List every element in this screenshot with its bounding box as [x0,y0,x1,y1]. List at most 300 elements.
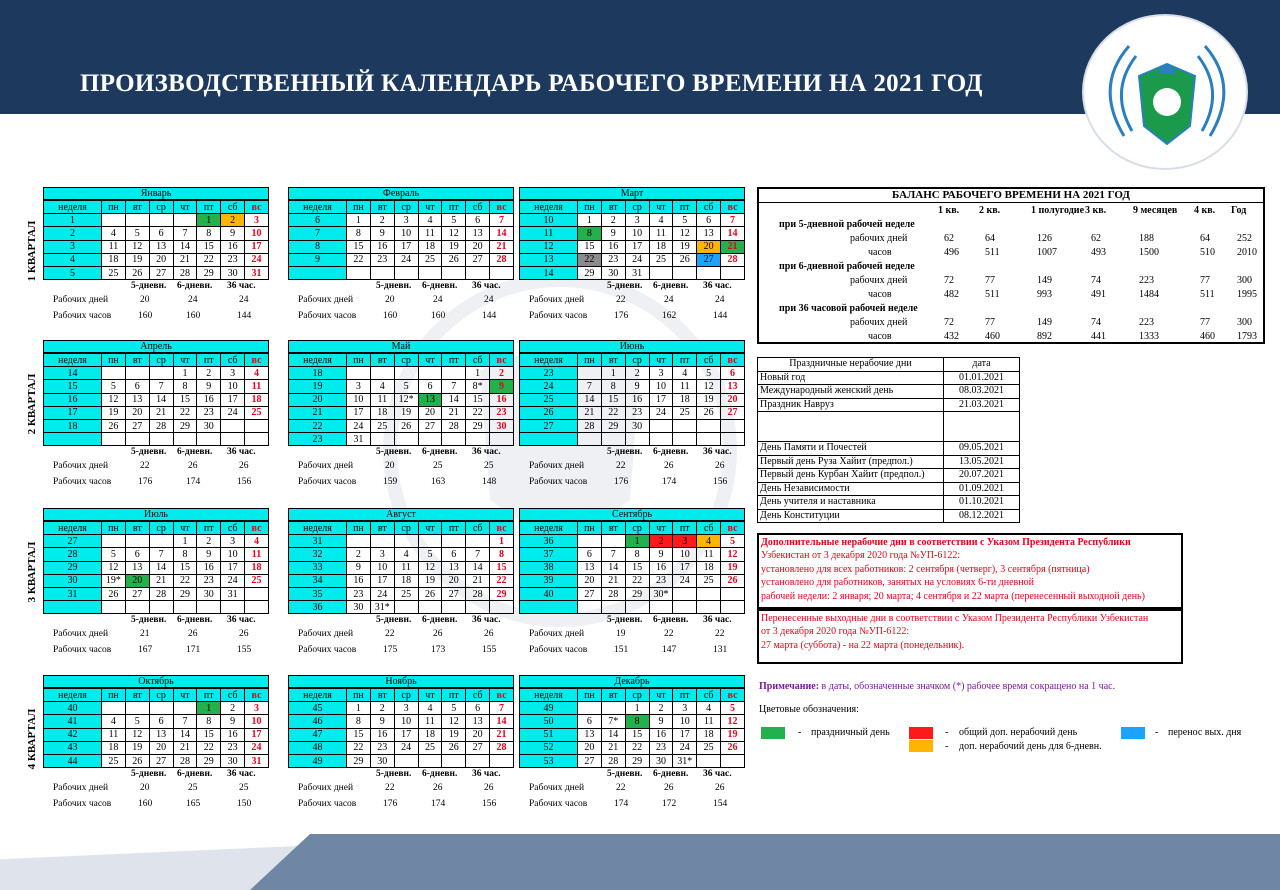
month-grid [288,521,514,614]
week-row [44,393,269,406]
day-cell: 29 [625,754,649,767]
balance-table [757,187,1265,344]
hours-label: Рабочих часов [53,799,112,810]
week-number [44,601,102,614]
day-cell [245,419,269,432]
day-cell [102,367,126,380]
balance-hours-value: 993 [1037,289,1052,300]
day-cell: 21 [578,406,602,419]
day-cell: 28 [601,754,625,767]
day-cell: 22 [578,253,602,266]
balance-hours-value: 510 [1200,247,1215,258]
quarter-label: 3 КВАРТАЛ [26,541,38,603]
day-cell: 26 [721,741,745,754]
day-cell: 16 [649,561,673,574]
column-header: неделя [520,354,578,367]
day-cell: 18 [245,561,269,574]
week-number: 9 [289,253,347,266]
day-cell: 12 [125,240,149,253]
week-number: 24 [520,380,578,393]
day-cell: 7 [149,380,173,393]
day-cell: 2 [197,535,221,548]
day-cell [442,367,466,380]
month-title: Февраль [288,187,514,200]
column-header: неделя [289,201,347,214]
balance-col-header: 3 кв. [1085,205,1107,216]
work-hours-value: 175 [383,645,398,656]
column-header: чт [173,201,197,214]
column-header: ср [149,522,173,535]
days-label: Рабочих дней [529,629,585,640]
day-cell [125,535,149,548]
day-cell: 9 [649,715,673,728]
day-cell: 20 [125,406,149,419]
work-days-value: 20 [140,783,150,794]
week-row [520,702,745,715]
balance-hours-value: 2010 [1237,247,1257,258]
work-hours-value: 174 [614,799,629,810]
balance-days-value: 223 [1139,317,1154,328]
week-row [520,380,745,393]
day-cell: 14 [149,561,173,574]
week-row [289,393,514,406]
week-row [520,253,745,266]
week-number: 33 [289,561,347,574]
day-cell: 16 [347,574,371,587]
day-cell: 20 [149,253,173,266]
work-days-value: 24 [484,295,494,306]
day-cell: 28 [721,253,745,266]
day-cell: 16 [370,240,394,253]
day-cell: 10 [347,393,371,406]
column-header: пн [347,201,371,214]
mode-36: 36 час. [227,447,256,458]
day-cell: 4 [370,380,394,393]
week-number: 31 [44,587,102,600]
day-cell: 12 [442,227,466,240]
column-header: чт [418,354,442,367]
day-cell: 26 [418,587,442,600]
balance-col-header: 2 кв. [979,205,1001,216]
day-cell: 19 [102,406,126,419]
day-cell: 31 [347,433,371,446]
day-cell [149,214,173,227]
day-cell: 8 [578,227,602,240]
balance-hours-value: 1007 [1037,247,1057,258]
day-cell: 28 [578,419,602,432]
mode-36: 36 час. [227,281,256,292]
day-cell [370,367,394,380]
day-cell: 31* [370,601,394,614]
week-number: 51 [520,728,578,741]
day-cell: 29 [347,754,371,767]
balance-days-value: 77 [1200,275,1210,286]
legend-swatch-holiday [761,727,785,739]
column-header: вс [490,201,514,214]
day-cell: 19 [442,728,466,741]
day-cell: 21 [601,741,625,754]
day-cell: 20 [442,574,466,587]
column-header: пн [578,522,602,535]
day-cell: 10 [245,227,269,240]
week-number: 17 [44,406,102,419]
month-grid [288,353,514,446]
day-cell: 21 [466,574,490,587]
balance-days-value: 74 [1091,275,1101,286]
column-header: чт [418,689,442,702]
column-header: сб [697,689,721,702]
day-cell: 13 [721,380,745,393]
legend-extra6-label: доп. нерабочий день для 6-дневн. [959,741,1102,752]
day-cell: 22 [490,574,514,587]
work-days-value: 25 [239,783,249,794]
day-cell: 10 [221,380,245,393]
work-hours-value: 160 [138,799,153,810]
day-cell: 7 [601,548,625,561]
day-cell: 3 [245,214,269,227]
column-header: пн [102,522,126,535]
day-cell: 8 [625,715,649,728]
day-cell [442,535,466,548]
work-hours-value: 155 [237,645,252,656]
day-cell: 12 [102,561,126,574]
week-number: 47 [289,728,347,741]
work-hours-value: 154 [713,799,728,810]
day-cell: 12 [442,715,466,728]
month-5-calendar [288,340,514,490]
mode-5: 5-дневн. [131,769,167,780]
column-header: сб [697,354,721,367]
mode-5: 5-дневн. [376,615,412,626]
column-header: пн [578,201,602,214]
day-cell [102,433,126,446]
day-cell: 30 [221,754,245,767]
day-cell: 8 [173,380,197,393]
balance-days-value: 188 [1139,233,1154,244]
month-2-calendar [288,187,514,324]
week-row [44,561,269,574]
column-header: вт [601,522,625,535]
week-number: 8 [289,240,347,253]
week-number: 42 [44,728,102,741]
mode-36: 36 час. [227,615,256,626]
day-cell: 24 [221,574,245,587]
column-header: чт [649,522,673,535]
balance-hours-value: 1995 [1237,289,1257,300]
day-cell: 17 [649,393,673,406]
day-cell: 30 [649,754,673,767]
day-cell: 1 [625,535,649,548]
day-cell [125,367,149,380]
column-header: неделя [44,354,102,367]
day-cell: 12 [102,393,126,406]
day-cell: 27 [578,754,602,767]
week-row [289,728,514,741]
holiday-name: Первый день Курбан Хайит (предпол.) [758,469,944,483]
hours-label: Рабочих часов [529,477,588,488]
legend-swatch-extra6 [909,740,933,752]
day-cell: 4 [245,535,269,548]
day-cell: 29 [197,266,221,279]
column-header: пт [673,354,697,367]
day-cell: 12 [673,227,697,240]
day-cell: 3 [649,367,673,380]
hours-label: Рабочих часов [298,311,357,322]
day-cell: 18 [418,728,442,741]
column-header: вс [245,689,269,702]
day-cell: 19 [442,240,466,253]
work-hours-value: 176 [138,477,153,488]
balance-days-value: 72 [944,317,954,328]
month-title: Октябрь [43,675,269,688]
holiday-date: 13.05.2021 [944,455,1020,469]
note-line: от 3 декабря 2020 года №УП-6122: [761,626,910,638]
day-cell [649,419,673,432]
column-header: пт [442,522,466,535]
week-row [44,227,269,240]
mode-36: 36 час. [227,769,256,780]
month-grid [519,200,745,280]
day-cell: 4 [649,214,673,227]
day-cell: 17 [625,240,649,253]
work-hours-value: 176 [614,311,629,322]
mode-36: 36 час. [703,769,732,780]
day-cell: 15 [601,393,625,406]
day-cell: 19 [673,240,697,253]
column-header: чт [173,522,197,535]
legend-holiday-label: праздничный день [811,727,890,738]
day-cell: 24 [673,741,697,754]
day-cell: 24 [394,741,418,754]
holiday-date: 20.07.2021 [944,469,1020,483]
day-cell: 18 [418,240,442,253]
day-cell: 2 [221,702,245,715]
balance-days-value: 300 [1237,317,1252,328]
week-row [44,214,269,227]
balance-hours-value: 460 [985,331,1000,342]
legend-swatch-extra [909,727,933,739]
week-row [520,574,745,587]
column-header: вс [490,689,514,702]
work-days-value: 22 [715,629,725,640]
note-line: рабочей недели: 2 января; 20 марта; 4 сентября и 22 марта (перенесенный выходной день) [761,590,1145,602]
mode-36: 36 час. [703,615,732,626]
day-cell: 28 [149,419,173,432]
day-cell: 22 [197,253,221,266]
legend-transfer-label: перенос вых. дня [1168,727,1242,738]
day-cell: 26 [697,406,721,419]
month-grid [519,353,745,446]
month-8-calendar [288,508,514,658]
day-cell: 25 [673,406,697,419]
balance-hours-value: 511 [985,247,1000,258]
work-days-value: 19 [616,629,626,640]
column-header: ср [625,354,649,367]
column-header: сб [221,354,245,367]
week-row [44,419,269,432]
day-cell: 20 [697,240,721,253]
work-hours-value: 176 [614,477,629,488]
day-cell: 5 [721,702,745,715]
legend-dash: - [1155,727,1159,738]
day-cell: 9 [347,561,371,574]
balance-col-header: 1 кв. [938,205,960,216]
column-header: вс [245,522,269,535]
week-row [44,741,269,754]
day-cell [102,535,126,548]
week-number [520,433,578,446]
day-cell: 16 [197,393,221,406]
day-cell: 12 [418,561,442,574]
mode-5: 5-дневн. [607,615,643,626]
mode-6: 6-дневн. [422,769,458,780]
work-hours-value: 131 [713,645,728,656]
day-cell: 14 [173,240,197,253]
balance-days-value: 74 [1091,317,1101,328]
column-header: вс [721,689,745,702]
day-cell [149,535,173,548]
day-cell: 11 [697,715,721,728]
column-header: сб [697,522,721,535]
day-cell: 5 [394,380,418,393]
day-cell: 23 [649,574,673,587]
holidays-table [757,357,1020,523]
column-header: пт [197,201,221,214]
day-cell: 15 [197,728,221,741]
day-cell: 6 [578,715,602,728]
mode-6: 6-дневн. [422,281,458,292]
balance-hours-value: 1793 [1237,331,1257,342]
mode-6: 6-дневн. [177,769,213,780]
day-cell: 22 [625,574,649,587]
week-number: 29 [44,561,102,574]
week-number: 30 [44,574,102,587]
week-row [520,419,745,432]
column-header: сб [466,522,490,535]
week-row [289,367,514,380]
day-cell: 19 [697,393,721,406]
day-cell: 9 [649,548,673,561]
work-days-value: 26 [188,461,198,472]
mode-36: 36 час. [703,447,732,458]
column-header: чт [173,689,197,702]
column-header: ср [394,201,418,214]
day-cell [721,419,745,432]
day-cell: 13 [442,561,466,574]
mode-6: 6-дневн. [653,281,689,292]
hours-label: Рабочих часов [298,799,357,810]
balance-days-value: 77 [985,317,995,328]
day-cell: 26 [125,266,149,279]
day-cell: 3 [221,535,245,548]
day-cell: 12 [721,715,745,728]
day-cell: 10 [673,548,697,561]
month-title: Январь [43,187,269,200]
day-cell: 26 [673,253,697,266]
day-cell: 25 [649,253,673,266]
day-cell: 27 [721,406,745,419]
day-cell: 23 [370,741,394,754]
day-cell: 31 [625,266,649,279]
day-cell: 7 [466,548,490,561]
day-cell: 14 [601,561,625,574]
day-cell: 29 [173,419,197,432]
day-cell: 9 [601,227,625,240]
work-days-value: 24 [715,295,725,306]
day-cell: 20 [125,574,149,587]
day-cell: 11 [394,561,418,574]
day-cell: 3 [673,535,697,548]
mode-6: 6-дневн. [422,447,458,458]
day-cell: 11 [102,728,126,741]
day-cell: 17 [394,728,418,741]
day-cell: 10 [394,715,418,728]
hours-label: Рабочих часов [529,645,588,656]
work-days-value: 25 [484,461,494,472]
day-cell: 27 [125,419,149,432]
week-number: 10 [520,214,578,227]
month-grid [43,353,269,446]
coat-of-arms-emblem [1082,14,1248,170]
column-header: вс [490,354,514,367]
day-cell: 2 [197,367,221,380]
day-cell: 9 [221,227,245,240]
work-days-value: 26 [484,783,494,794]
day-cell: 27 [466,253,490,266]
work-hours-value: 160 [383,311,398,322]
holiday-date: 08.03.2021 [944,385,1020,399]
day-cell: 8 [601,380,625,393]
week-number [289,266,347,279]
day-cell: 16 [625,393,649,406]
day-cell: 18 [394,574,418,587]
day-cell: 5 [125,715,149,728]
day-cell: 18 [102,253,126,266]
day-cell [102,601,126,614]
day-cell: 2 [221,214,245,227]
column-header: вт [370,689,394,702]
day-cell: 25 [370,419,394,432]
day-cell: 1 [173,367,197,380]
day-cell: 13 [125,393,149,406]
day-cell: 27 [466,741,490,754]
day-cell: 17 [245,728,269,741]
day-cell: 13 [125,561,149,574]
day-cell: 20 [418,406,442,419]
day-cell: 29 [578,266,602,279]
month-title: Сентябрь [519,508,745,521]
month-3-calendar [519,187,745,324]
column-header: чт [649,201,673,214]
week-number: 45 [289,702,347,715]
day-cell: 10 [649,380,673,393]
holidays-header: Праздничные нерабочие дни [758,358,944,372]
day-cell: 11 [245,380,269,393]
day-cell: 22 [466,406,490,419]
day-cell: 4 [394,548,418,561]
day-cell: 22 [197,741,221,754]
day-cell: 13 [466,227,490,240]
balance-days-value: 62 [944,233,954,244]
day-cell: 21 [442,406,466,419]
day-cell [697,419,721,432]
day-cell: 1 [347,702,371,715]
week-number [44,433,102,446]
day-cell [418,367,442,380]
mode-36: 36 час. [472,769,501,780]
days-label: Рабочих дней [298,783,354,794]
column-header: ср [625,201,649,214]
